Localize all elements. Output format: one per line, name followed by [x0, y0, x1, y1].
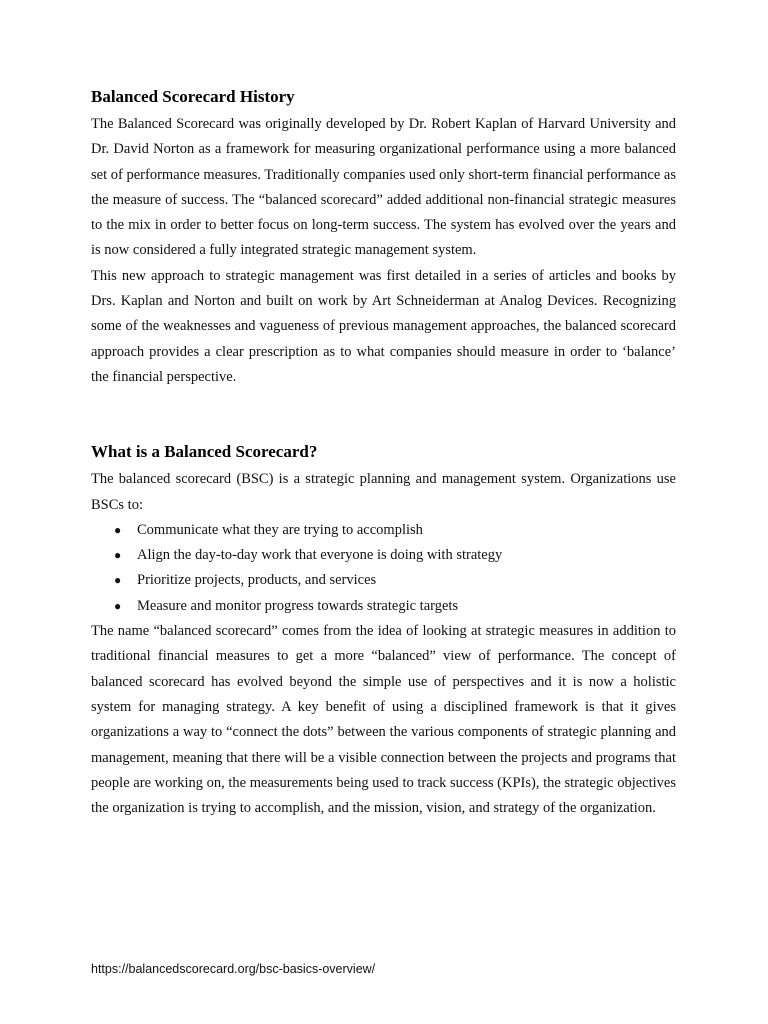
bullet-dot-icon: ●: [114, 548, 122, 563]
bullet-item: [91, 518, 676, 543]
history-paragraph-2: This new approach to strategic management was first detailed in a series of articles and books by Drs. Kaplan and Norton and built on work by Art Schneiderman at Analog Devices. Recognizing some of the weaknesses and vagueness of previous management approaches, the balanced scorecard approach provides a clear prescription as to what companies should measure in order to ‘balance’ the financial perspective.: [91, 267, 676, 385]
bullet-item: [91, 594, 676, 619]
bullet-text: Measure and monitor progress towards strategic targets: [137, 597, 459, 614]
what-is-intro: The balanced scorecard (BSC) is a strategic planning and management system. Organizations use BSCs to:: [91, 471, 676, 513]
bullet-dot-icon: ●: [114, 522, 122, 537]
heading-history: Balanced Scorecard History: [91, 87, 295, 106]
document-page: [91, 86, 676, 821]
bullet-text: Communicate what they are trying to accomplish: [137, 521, 423, 538]
bullet-item: [91, 543, 676, 568]
section-history: [91, 86, 676, 390]
section-what-is: [91, 441, 676, 821]
bullet-dot-icon: ●: [114, 598, 122, 613]
bullet-dot-icon: ●: [114, 573, 122, 588]
what-is-closing-paragraph: The name “balanced scorecard” comes from the idea of looking at strategic measures in addition to traditional financial measures to get a more “balanced” view of performance. The concept of balanced scorecard has evolved beyond the simple use of perspectives and it is now a holistic system for managing strategy. A key benefit of using a disciplined framework is that it gives organizations a way to “connect the dots” between the various components of strategic planning and management, meaning that there will be a visible connection between the projects and programs that people are working on, the measurements being used to track success (KPIs), the strategic objectives the organization is trying to accomplish, and the mission, vision, and strategy of the organization.: [91, 623, 676, 817]
bullet-text: Align the day-to-day work that everyone is doing with strategy: [137, 547, 503, 564]
bullet-list: [91, 518, 676, 619]
bullet-item: [91, 568, 676, 593]
heading-what-is: What is a Balanced Scorecard?: [91, 442, 318, 462]
footer-source-url[interactable]: https://balancedscorecard.org/bsc-basics-overview/: [91, 962, 376, 976]
bullet-text: Prioritize projects, products, and services: [137, 572, 377, 589]
history-paragraph-1: The Balanced Scorecard was originally developed by Dr. Robert Kaplan of Harvard University and Dr. David Norton as a framework for measuring organizational performance using a more balanced set of performance measures. Traditionally companies used only short-term financial performance as the measure of success. The “balanced scorecard” added additional non-financial strategic measures to the mix in order to better focus on long-term success. The system has evolved over the years and is now considered a fully integrated strategic management system.: [91, 116, 676, 259]
